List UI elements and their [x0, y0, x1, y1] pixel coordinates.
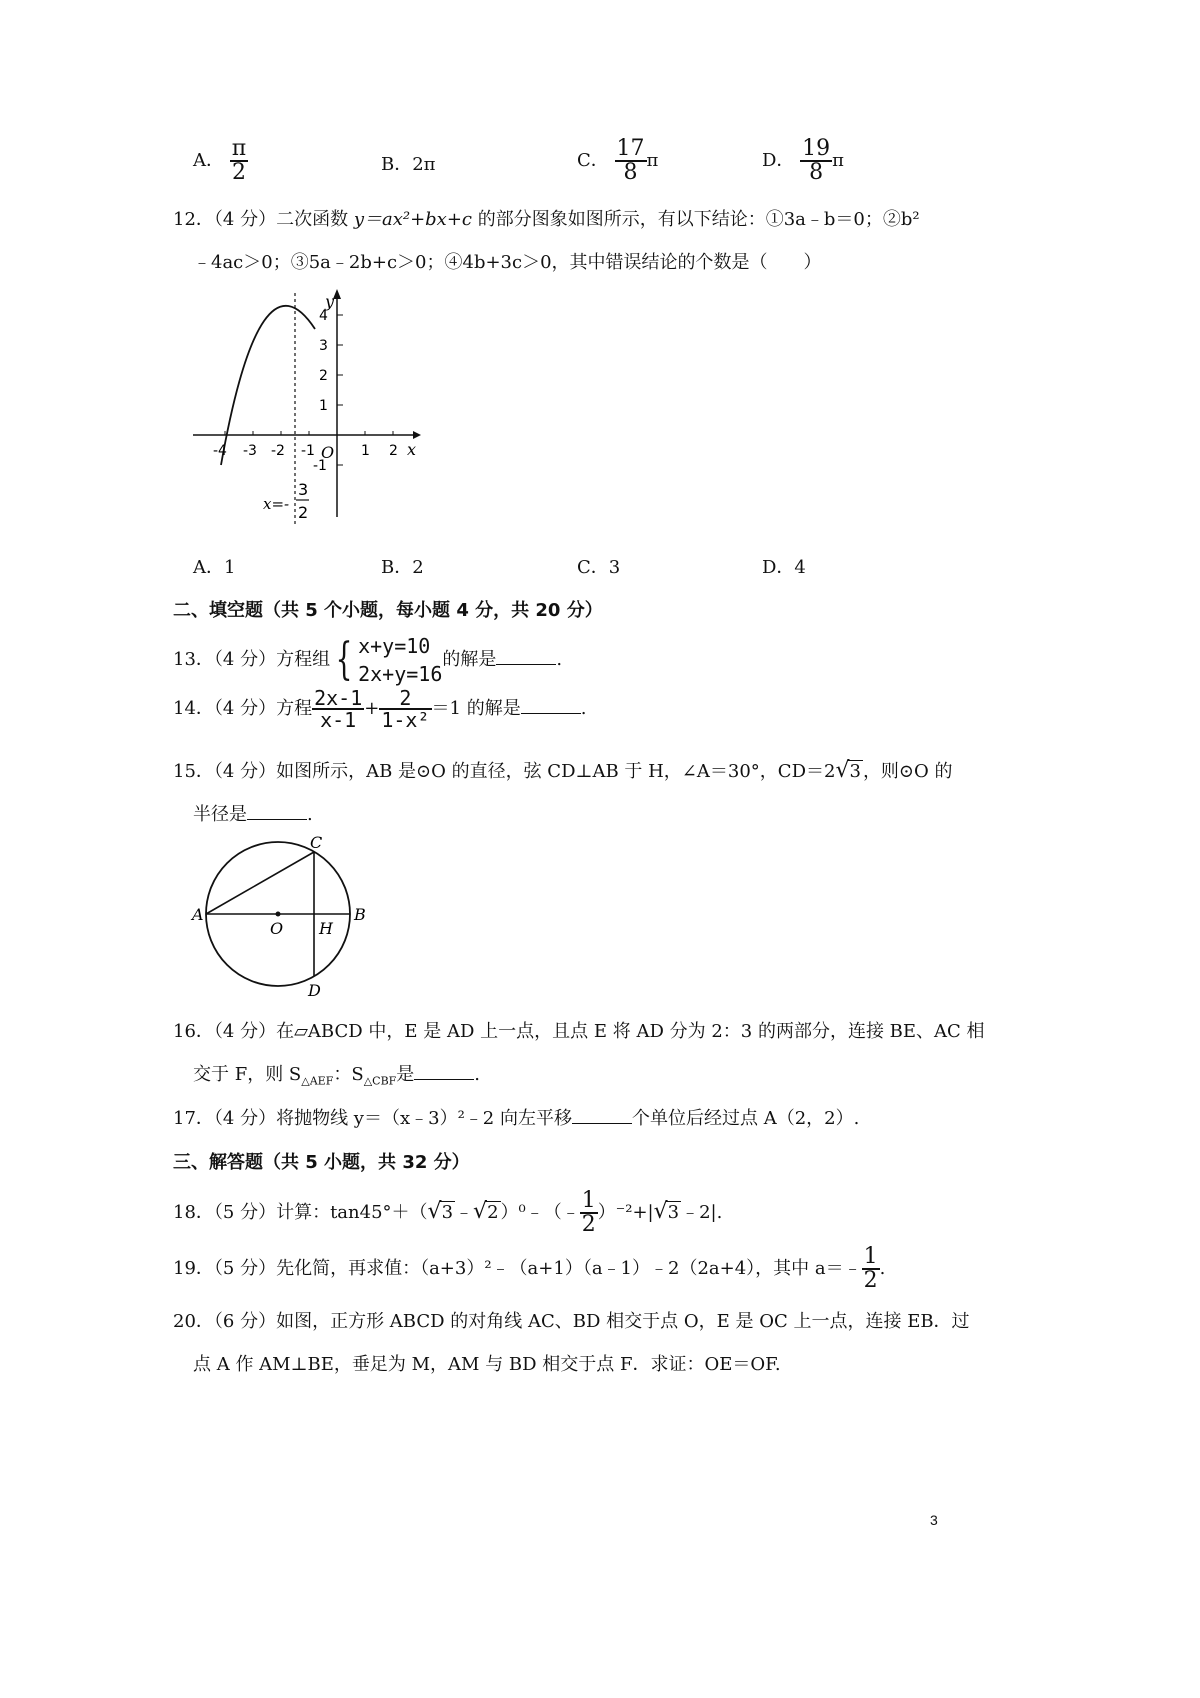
x-tick-label: 1: [361, 443, 370, 459]
q17: 17．（4 分）将抛物线 y＝（x﹣3）²﹣2 向左平移 个单位后经过点 A（2，2）.: [173, 1108, 860, 1129]
fraction: $\frac{1}{2}$: [581, 1188, 596, 1237]
segment-ac: [206, 852, 314, 914]
x-tick-label: -4: [213, 443, 227, 459]
point-o-label: O: [270, 919, 284, 938]
q15-line1: 15．（4 分）如图所示，AB 是⊙O 的直径，弦 CD⊥AB 于 H，∠A＝30°，CD＝2√3 ，则⊙O 的: [173, 758, 953, 783]
x-tick-label: -1: [301, 443, 315, 459]
q11-option-a: [193, 138, 248, 184]
answer-blank: [414, 1063, 474, 1080]
section-heading-solutions: 三、解答题（共 5 小题，共 32 分）: [173, 1152, 470, 1173]
point-b-label: B: [354, 905, 366, 924]
equation-system: x+y=10 2x+y=16: [358, 634, 443, 686]
q12-option-c: C．3: [577, 557, 621, 578]
answer-blank: [521, 697, 581, 714]
x-tick-label: 2: [389, 443, 398, 459]
fraction: $\frac{2}{\text{1-x²}}$: [381, 686, 430, 732]
q11-option-d: D． $\frac{19}{8}$ π: [762, 136, 845, 185]
fraction: $\frac{17}{8}$: [616, 136, 645, 185]
q16-line2: 交于 F，则 $S_{\triangle AEF}$：$S_{\triangle CBF}$是 .: [193, 1064, 481, 1088]
q12-option-d: D．4: [762, 557, 806, 578]
y-axis-arrow: [333, 289, 341, 299]
q12-option-a: A．1: [193, 557, 236, 578]
q11-option-b: B．2π: [381, 154, 436, 175]
q12-option-b: B．2: [381, 557, 424, 578]
q18: 18．（5 分）计算：tan45°＋（√3 ﹣√2 ）⁰﹣（﹣ $\frac{1}{2}$ ）⁻²+|√3 ﹣2|.: [173, 1188, 723, 1237]
y-tick-label: 3: [319, 338, 328, 354]
option-label: A．: [193, 150, 224, 171]
page-number: 3: [930, 1512, 938, 1528]
x-label: x: [407, 440, 417, 459]
origin-label: O: [321, 443, 335, 462]
section-heading-fill-in: 二、填空题（共 5 个小题，每小题 4 分，共 20 分）: [173, 600, 603, 621]
symmetry-label-den: 2: [298, 503, 309, 522]
fraction: $\frac{1}{2}$: [863, 1244, 878, 1293]
y-tick-label: 2: [319, 368, 328, 384]
point-d-label: D: [308, 981, 321, 1000]
point-a-label: A: [192, 905, 204, 924]
q15-line2: 半径是 .: [193, 804, 313, 825]
parabola-graph: [185, 285, 425, 545]
fraction: $\frac{\pi}{2}$: [231, 136, 247, 185]
fraction: $\frac{2x-1}{x-1}$: [314, 686, 363, 732]
q20-line2: 点 A 作 AM⊥BE，垂足为 M，AM 与 BD 相交于点 F．求证：OE＝OF.: [193, 1354, 781, 1375]
circle-figure: [188, 830, 378, 1005]
answer-blank: [572, 1107, 632, 1124]
q11-option-c: C． $\frac{17}{8}$ π: [577, 136, 659, 185]
y-label: y: [325, 292, 335, 311]
q12-line2: ﹣4ac＞0；③5a﹣2b+c＞0；④4b+3c＞0，其中错误结论的个数是（ ）: [193, 252, 822, 273]
x-axis-arrow: [413, 431, 421, 439]
q20-line1: 20．（6 分）如图，正方形 ABCD 的对角线 AC、BD 相交于点 O，E 是 OC 上一点，连接 EB．过: [173, 1311, 970, 1332]
parabola-curve: [221, 306, 315, 465]
center-point: [276, 912, 281, 917]
point-h-label: H: [319, 919, 333, 938]
answer-blank: [247, 803, 307, 820]
q13: 13．（4 分）方程组 { x+y=10 2x+y=16 的解是 .: [173, 634, 563, 686]
y-tick-label: 1: [319, 398, 328, 414]
symmetry-label: x=-: [263, 495, 290, 513]
y-tick-label: 4: [319, 308, 328, 324]
symmetry-label-num: 3: [298, 480, 309, 499]
point-c-label: C: [310, 833, 323, 852]
fraction: $\frac{19}{8}$: [802, 136, 831, 185]
x-tick-label: -2: [271, 443, 285, 459]
y-tick-label: -1: [313, 458, 327, 474]
q16-line1: 16．（4 分）在▱ABCD 中，E 是 AD 上一点，且点 E 将 AD 分为 2：3 的两部分，连接 BE、AC 相: [173, 1021, 985, 1042]
q14: 14．（4 分）方程 $\frac{2x-1}{x-1}$ + $\frac{2}{\text{1-x²}}$ ＝1 的解是 .: [173, 686, 587, 732]
answer-blank: [496, 648, 556, 665]
q12-line1: 12．（4 分）二次函数 y＝ax²+bx+c 的部分图象如图所示，有以下结论：①3a﹣b＝0；②b²: [173, 209, 920, 230]
x-tick-label: -3: [243, 443, 257, 459]
q19: 19．（5 分）先化简，再求值：（a+3）²﹣（a+1）（a﹣1）﹣2（2a+4），其中 a＝﹣ $\frac{1}{2}$ .: [173, 1244, 886, 1293]
